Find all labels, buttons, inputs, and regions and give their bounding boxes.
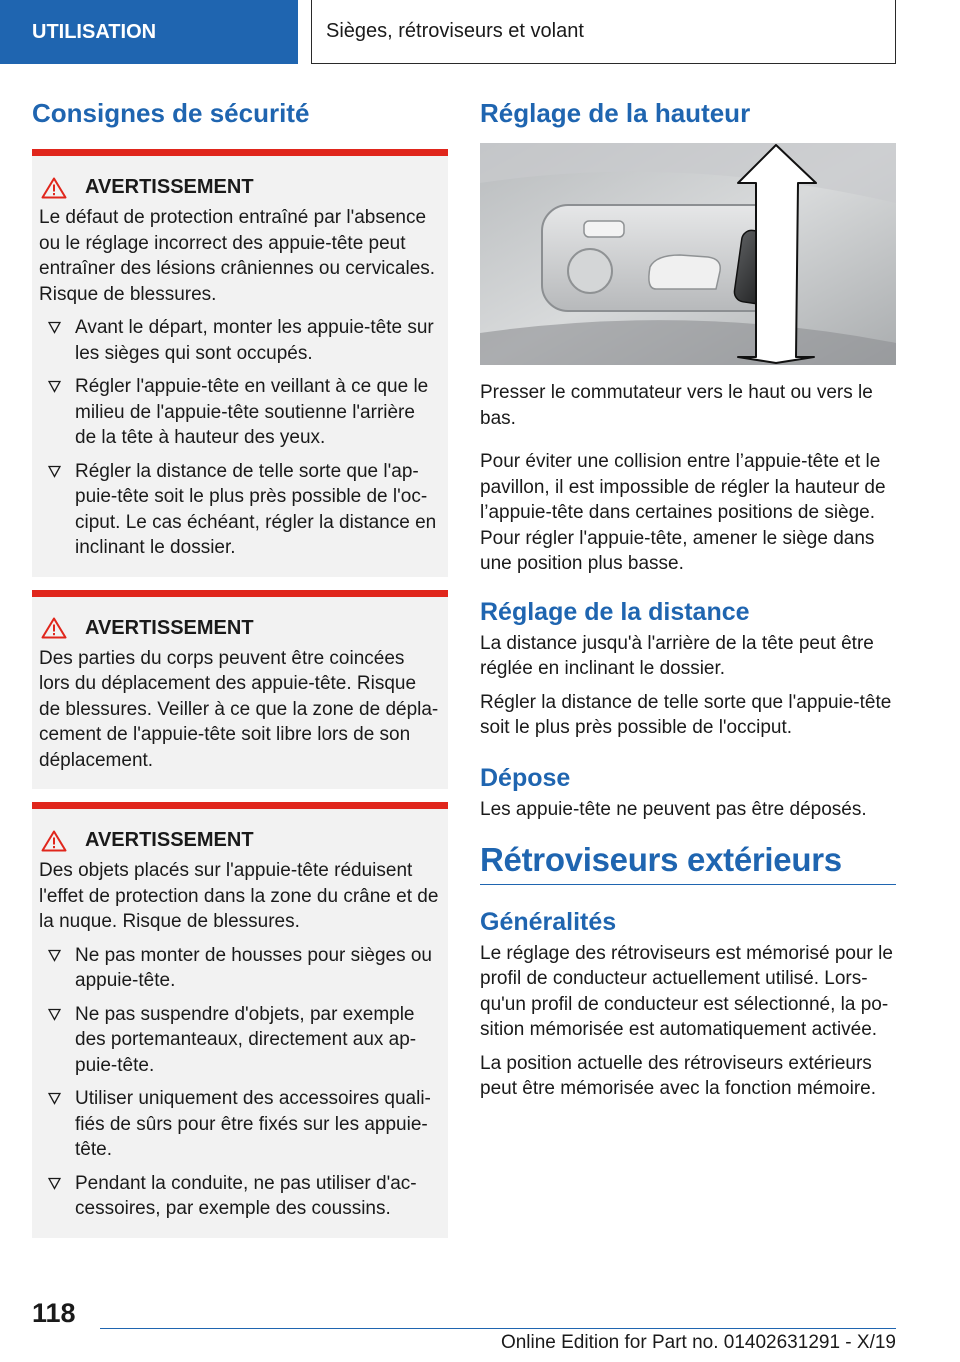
warning-label: AVERTISSEMENT	[85, 176, 254, 199]
warning-label: AVERTISSEMENT	[85, 616, 254, 639]
general-memory-text: La position actuelle des rétroviseurs extérieurs peut être mémorisée avec la fonction mémoire.	[480, 1052, 877, 1100]
footer-edition: Online Edition for Part no. 01402631291 - X/19	[500, 1332, 896, 1353]
height-note: Pour éviter une collision entre l’appuie-tête et le pavillon, il est impossible de régler la hauteur de l’appuie-tête dans certaines positions de siège. Pour régler l'appuie-tête, amener le siège dans une position plus basse.	[480, 451, 886, 575]
list-item	[39, 1002, 440, 1079]
list-item	[39, 374, 440, 451]
warning-text: Le défaut de protection entraîné par l'absence ou le réglage incorrect des appuie-tête peut entraîner des lésions crâniennes ou cervicales. Risque de blessures.	[39, 207, 436, 305]
chapter-tab	[311, 0, 896, 64]
warning-box	[32, 590, 448, 790]
list-item-text: Régler la distance de telle sorte que l'ap‐ puie-tête soit le plus près possible de l'oc‐ ciput. Le cas échéant, régler la distance en inclinant le dossier.	[75, 460, 437, 559]
list-item	[39, 459, 440, 561]
warning-text: Des objets placés sur l'appuie-tête réduisent l'effet de protection dans la zone du crâne et de la nuque. Risque de blessures.	[39, 860, 439, 933]
warning-list	[39, 943, 440, 1222]
section-tab	[0, 0, 298, 64]
section-title-depose: Dépose	[480, 763, 571, 792]
bullet-triangle-icon	[48, 1177, 61, 1190]
bullet-triangle-icon	[48, 380, 61, 393]
list-item-text: Ne pas suspendre d'objets, par exemple des portemanteaux, directement aux ap‐ puie-tête.	[75, 1003, 417, 1076]
section-title-safety: Consignes de sécurité	[32, 98, 310, 128]
list-item-text: Avant le départ, monter les appuie-tête sur les sièges qui sont occupés.	[75, 317, 434, 364]
height-instruction: Presser le commutateur vers le haut ou vers le bas.	[480, 382, 873, 429]
section-title-height: Réglage de la hauteur	[480, 98, 751, 128]
page-number: 118	[32, 1298, 76, 1328]
warning-triangle-icon	[41, 830, 67, 852]
warning-triangle-icon	[41, 177, 67, 199]
general-text: Le réglage des rétroviseurs est mémorisé pour le profil de conducteur actuellement utilisé. Lors‐ qu'un profil de conducteur est sélectionné, la po‐ sition mémorisée est automatiquement activée.	[480, 942, 893, 1041]
list-item	[39, 1171, 440, 1222]
section-title-distance: Réglage de la distance	[480, 597, 750, 626]
warning-list	[39, 315, 440, 561]
bullet-triangle-icon	[48, 321, 61, 334]
left-column	[32, 98, 448, 1238]
list-item-text: Régler l'appuie-tête en veillant à ce que le milieu de l'appuie-tête soutienne l'arrière de la tête à hauteur des yeux.	[75, 376, 429, 449]
distance-instruction: Régler la distance de telle sorte que l'appuie-tête soit le plus près possible de l'occiput.	[480, 691, 892, 739]
list-item-text: Pendant la conduite, ne pas utiliser d'ac‐ cessoires, par exemple des coussins.	[75, 1172, 417, 1220]
warning-label: AVERTISSEMENT	[85, 829, 254, 852]
warning-box	[32, 802, 448, 1238]
list-item	[39, 1086, 440, 1163]
bullet-triangle-icon	[48, 949, 61, 962]
list-item-text: Utiliser uniquement des accessoires quali‐ fiés de sûrs pour être fixés sur les appuie- tête.	[75, 1088, 431, 1161]
warning-triangle-icon	[41, 617, 67, 639]
distance-text: La distance jusqu'à l'arrière de la tête peut être réglée en inclinant le dossier.	[480, 632, 874, 680]
warning-header	[39, 176, 440, 199]
bullet-triangle-icon	[48, 465, 61, 478]
right-column	[480, 98, 896, 1102]
warning-box	[32, 149, 448, 577]
seat-switch-photo	[480, 143, 896, 365]
section-title-general: Généralités	[480, 907, 617, 936]
bullet-triangle-icon	[48, 1092, 61, 1105]
warning-header	[39, 829, 440, 852]
chapter-label: Sièges, rétroviseurs et volant	[326, 20, 584, 42]
chapter-title-mirrors: Rétroviseurs extérieurs	[480, 841, 842, 879]
depose-text: Les appuie-tête ne peuvent pas être déposés.	[480, 798, 867, 820]
footer-rule	[100, 1328, 896, 1329]
bullet-triangle-icon	[48, 1008, 61, 1021]
section-label: UTILISATION	[32, 20, 157, 43]
warning-text: Des parties du corps peuvent être coincées lors du déplacement des appuie-tête. Risque de blessures. Veiller à ce que la zone de dépla‐ cement de l'appuie-tête soit libre lors de son déplacement.	[39, 647, 439, 771]
list-item	[39, 315, 440, 366]
list-item	[39, 943, 440, 994]
chapter-heading-block	[480, 840, 896, 885]
list-item-text: Ne pas monter de housses pour sièges ou appuie-tête.	[75, 944, 432, 992]
warning-header	[39, 617, 440, 640]
